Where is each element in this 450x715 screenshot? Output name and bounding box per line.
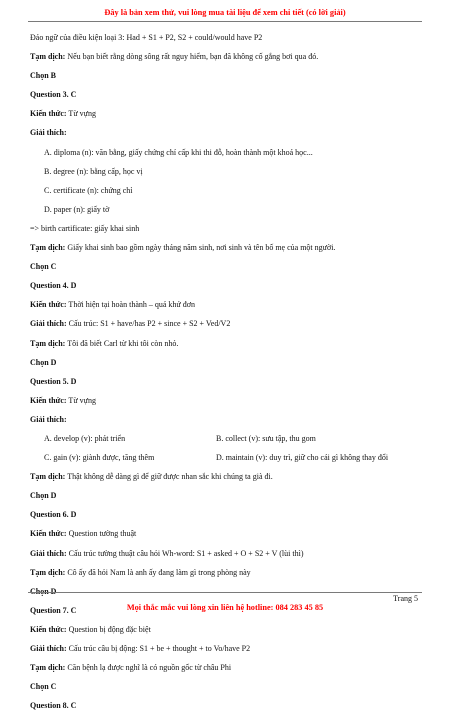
line-text: Question bị động đặc biệt xyxy=(66,624,151,634)
text-line xyxy=(30,104,422,123)
line-label: Kiến thức: xyxy=(30,395,67,405)
line-label: Giải thích: xyxy=(30,319,67,329)
text-line xyxy=(30,314,422,333)
text-line xyxy=(30,219,422,238)
line-label: Giải thích: xyxy=(30,414,67,424)
text-line xyxy=(30,544,422,563)
text-line xyxy=(30,66,422,85)
line-label: Kiến thức: xyxy=(30,300,67,310)
line-label: Tạm dịch: xyxy=(30,663,66,673)
line-text: D. paper (n): giấy tờ xyxy=(44,204,110,214)
line-text: C. certificate (n): chứng chỉ xyxy=(44,185,133,195)
line-text: Cấu trúc tường thuật câu hỏi Wh-word: S1 + asked + O + S2 + V (lùi thì) xyxy=(66,548,304,558)
text-line xyxy=(30,143,422,162)
line-text: Question tường thuật xyxy=(66,529,137,539)
line-label: Tạm dịch: xyxy=(30,52,66,62)
text-line xyxy=(30,391,422,410)
text-line xyxy=(30,295,422,314)
text-line xyxy=(30,353,422,372)
line-label: Question 7. C xyxy=(30,605,77,615)
preview-banner: Đây là bản xem thử, vui lòng mua tài liệu để xem chi tiết (có lời giải) xyxy=(104,8,346,17)
line-label: Kiến thức: xyxy=(30,529,67,539)
text-line xyxy=(30,505,422,524)
text-line xyxy=(30,28,422,47)
header-divider xyxy=(28,21,422,22)
line-text: Giấy khai sinh bao gồm ngày tháng năm sinh, nơi sinh và tên bố mẹ của một người. xyxy=(65,243,336,253)
option-cell: D. maintain (v): duy trì, giữ cho cái gì không thay đổi xyxy=(216,453,389,463)
hotline-banner: Mọi thắc mắc vui lòng xin liên hệ hotline: 084 283 45 85 xyxy=(126,603,324,612)
line-label: Chọn D xyxy=(30,357,57,367)
line-text: A. diploma (n): văn bằng, giấy chứng chỉ cấp khi thi đỗ, hoàn thành một khoá học... xyxy=(44,147,313,157)
line-text: Thời hiện tại hoàn thành – quá khứ đơn xyxy=(66,300,195,310)
option-cell: B. collect (v): sưu tập, thu gom xyxy=(216,433,316,443)
line-text: Tôi đã biết Carl từ khi tôi còn nhỏ. xyxy=(65,338,179,348)
text-line xyxy=(30,181,422,200)
line-label: Question 5. D xyxy=(30,376,77,386)
line-label: Chọn D xyxy=(30,491,57,501)
line-label: Tạm dịch: xyxy=(30,472,66,482)
text-line xyxy=(30,162,422,181)
page-number: Trang 5 xyxy=(393,594,418,603)
line-text: Thật không dễ dàng gì để giữ được nhan sắc khi chúng ta già đi. xyxy=(65,472,273,482)
text-line xyxy=(30,467,422,486)
line-label: Chọn C xyxy=(30,682,57,692)
text-line xyxy=(30,620,422,639)
line-label: Tạm dịch: xyxy=(30,243,66,253)
line-label: Kiến thức: xyxy=(30,624,67,634)
text-line xyxy=(30,85,422,104)
line-text: Cấu trúc: S1 + have/has P2 + since + S2 + Ved/V2 xyxy=(66,319,231,329)
line-label: Chọn B xyxy=(30,71,57,81)
text-line xyxy=(30,200,422,219)
line-label: Giải thích: xyxy=(30,548,67,558)
text-line xyxy=(30,257,422,276)
text-line xyxy=(30,524,422,543)
line-label: Kiến thức: xyxy=(30,109,67,119)
line-text: => birth cartificate: giấy khai sinh xyxy=(30,223,140,233)
text-line xyxy=(30,334,422,353)
line-text: Đảo ngữ của điều kiện loại 3: Had + S1 + P2, S2 + could/would have P2 xyxy=(30,33,263,42)
line-text: Cấu trúc câu bị động: S1 + be + thought + to Vo/have P2 xyxy=(66,644,251,653)
text-line xyxy=(30,563,422,582)
text-line xyxy=(30,696,422,715)
text-line xyxy=(30,429,422,448)
option-cell: C. gain (v): giành được, tăng thêm xyxy=(44,453,155,463)
text-line xyxy=(30,486,422,505)
text-line xyxy=(30,448,422,467)
line-label: Giải thích: xyxy=(30,644,67,653)
text-line xyxy=(30,276,422,295)
line-label: Chọn C xyxy=(30,262,57,272)
line-label: Question 3. C xyxy=(30,90,77,100)
line-label: Question 4. D xyxy=(30,281,77,291)
text-line xyxy=(30,658,422,677)
line-label: Chọn D xyxy=(30,586,57,596)
option-cell: A. develop (v): phát triển xyxy=(44,433,126,443)
line-label: Question 8. C xyxy=(30,701,77,711)
line-label: Giải thích: xyxy=(30,128,67,138)
text-line xyxy=(30,123,422,142)
line-text: B. degree (n): bằng cấp, học vị xyxy=(44,166,143,176)
line-text: Từ vựng xyxy=(66,109,96,119)
line-label: Tạm dịch: xyxy=(30,567,66,577)
line-label: Question 6. D xyxy=(30,510,77,520)
text-line xyxy=(30,238,422,257)
footer-divider xyxy=(28,592,422,593)
line-text: Từ vựng xyxy=(66,395,96,405)
text-line xyxy=(30,677,422,696)
line-label: Tạm dịch: xyxy=(30,338,66,348)
text-line xyxy=(30,47,422,66)
text-line xyxy=(30,372,422,391)
line-text: Căn bệnh lạ được nghĩ là có nguồn gốc từ châu Phi xyxy=(65,663,232,673)
text-line xyxy=(30,639,422,658)
line-text: Nếu bạn biết rằng dòng sông rất nguy hiểm, bạn đã không cố gắng bơi qua đó. xyxy=(65,52,319,62)
text-line xyxy=(30,410,422,429)
line-text: Cô ấy đã hỏi Nam là anh ấy đang làm gì trong phòng này xyxy=(65,567,251,577)
